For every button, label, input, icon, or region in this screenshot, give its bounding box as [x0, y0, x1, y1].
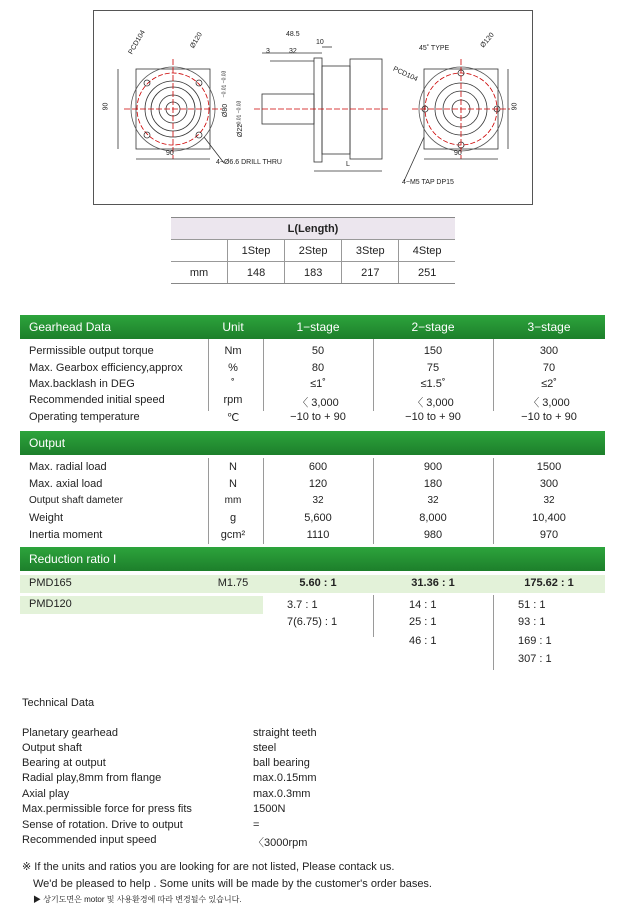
row-unit: ℃ [226, 412, 240, 424]
row-value-2: 〈 3,000 [412, 397, 454, 409]
right-front-view [404, 59, 510, 181]
side-view [254, 47, 390, 171]
row-value-2: 32 [427, 495, 439, 506]
unit-header: Unit [222, 320, 244, 334]
gearhead-row [20, 393, 605, 410]
length-value-3: 217 [342, 262, 399, 284]
pmd120-label: PMD120 [29, 598, 72, 610]
technical-title: Technical Data [22, 697, 95, 709]
ratio-1-b: 7(6.75) : 1 [287, 616, 338, 628]
right-pcd-label: PCD104 [391, 65, 419, 84]
length-value-1: 148 [228, 262, 285, 284]
length-table-title: L(Length) [171, 218, 455, 240]
tech-value: 〈3000rpm [253, 837, 308, 849]
row-value-2: 900 [423, 461, 443, 473]
output-header [20, 431, 605, 455]
note-line-1: ※ If the units and ratios you are looking for are not listed, Please contack us. [22, 861, 395, 873]
row-value-3: ≤2˚ [541, 378, 557, 390]
tech-value: straight teeth [253, 727, 317, 739]
stage1-header: 1−stage [296, 320, 340, 334]
tech-row [22, 757, 582, 772]
length-step-1: 1Step [228, 240, 285, 262]
ratio-1-a: 3.7 : 1 [287, 599, 318, 611]
length-value-4: 251 [399, 262, 455, 284]
tech-row [22, 834, 582, 849]
length-unit: mm [171, 262, 228, 284]
pmd165-code: M1.75 [217, 577, 249, 589]
side-dim-3: 3 [266, 48, 270, 55]
row-unit: % [228, 362, 238, 374]
side-shaft2: Ø22 [237, 123, 245, 138]
stage3-header: 3−stage [527, 320, 571, 334]
row-unit: gcm² [220, 529, 246, 541]
gearhead-header [20, 315, 605, 339]
row-value-1: −10 to + 90 [290, 411, 346, 423]
tech-value: steel [253, 742, 277, 754]
gearhead-title: Gearhead Data [29, 320, 112, 334]
output-row [20, 494, 605, 511]
tech-row [22, 727, 582, 742]
side-dim-10: 10 [316, 39, 324, 46]
tech-label: Sense of rotation. Drive to output [22, 819, 183, 831]
ratio-2-a: 14 : 1 [409, 599, 437, 611]
side-dim-48: 48.5 [286, 31, 300, 38]
pmd165-ratio-2: 31.36 : 1 [411, 577, 455, 589]
tech-row [22, 803, 582, 818]
divider [373, 595, 374, 637]
row-value-3: 300 [539, 345, 559, 357]
output-row [20, 477, 605, 494]
right-tap-label: 4−M5 TAP DP15 [402, 179, 454, 186]
output-row [20, 511, 605, 528]
row-value-3: 300 [539, 478, 559, 490]
row-value-3: 970 [539, 529, 559, 541]
gearhead-row [20, 410, 605, 427]
divider [493, 595, 494, 670]
tech-label: Planetary gearhead [22, 727, 119, 739]
right-type-label: 45˚ TYPE [419, 45, 450, 52]
dimension-drawing [93, 10, 533, 205]
right-dim-v: 90 [511, 102, 519, 111]
row-unit: mm [224, 495, 242, 506]
length-step-2: 2Step [285, 240, 342, 262]
side-dim-32: 32 [289, 48, 297, 55]
row-value-3: −10 to + 90 [521, 411, 577, 423]
row-value-2: ≤1.5˚ [420, 378, 446, 390]
reduction-header [20, 547, 605, 571]
row-value-3: 〈 3,000 [528, 397, 570, 409]
row-value-1: 1110 [306, 529, 330, 541]
pmd165-row [20, 575, 605, 593]
row-value-1: 50 [311, 345, 325, 357]
row-unit: g [229, 512, 237, 524]
row-label: Operating temperature [29, 411, 140, 423]
row-unit: ˚ [231, 378, 235, 390]
ratio-2-b: 25 : 1 [409, 616, 437, 628]
length-step-3: 3Step [342, 240, 399, 262]
right-dia-label: Ø120 [479, 31, 496, 50]
row-value-2: 75 [426, 362, 440, 374]
ratio-3-b: 93 : 1 [518, 616, 546, 628]
pmd165-ratio-3: 175.62 : 1 [524, 577, 574, 589]
row-label: Max. Gearbox efficiency,approx [29, 362, 183, 374]
side-shaft2-tol: −0.01 −0.03 [236, 100, 243, 128]
tech-label: Bearing at output [22, 757, 106, 769]
row-label: Inertia moment [29, 529, 103, 541]
row-value-3: 32 [543, 495, 555, 506]
tech-row [22, 742, 582, 757]
row-value-1: 80 [311, 362, 325, 374]
tech-label: Radial play,8mm from flange [22, 772, 162, 784]
left-pcd-label: PCD104 [127, 29, 147, 56]
note-line-3: ▶ 상기도면은 motor 및 사용환경에 따라 변경될수 있습니다. [33, 895, 242, 904]
output-title: Output [29, 436, 66, 450]
tech-row [22, 772, 582, 787]
pmd120-row [20, 596, 263, 614]
output-row [20, 528, 605, 545]
row-value-3: 1500 [536, 461, 562, 473]
left-drill-label: 4−Ø6.6 DRILL THRU [216, 159, 282, 166]
row-value-3: 10,400 [532, 512, 566, 524]
stage2-header: 2−stage [411, 320, 455, 334]
row-label: Recommended initial speed [29, 394, 165, 406]
row-value-1: 32 [312, 495, 324, 506]
tech-value: max.0.15mm [253, 772, 317, 784]
row-value-1: 120 [308, 478, 328, 490]
tech-value: ball bearing [253, 757, 310, 769]
row-value-2: 180 [423, 478, 443, 490]
tech-value: = [253, 819, 260, 831]
tech-row [22, 819, 582, 834]
row-label: Max.backlash in DEG [29, 378, 135, 390]
row-label: Weight [29, 512, 64, 524]
row-label: Max. radial load [29, 461, 107, 473]
tech-row [22, 788, 582, 803]
tech-value: 1500N [253, 803, 286, 815]
row-unit: N [229, 478, 237, 490]
row-unit: N [229, 461, 237, 473]
row-value-2: 150 [423, 345, 443, 357]
row-unit: Nm [224, 345, 242, 357]
length-table-blank [171, 240, 228, 262]
length-value-2: 183 [285, 262, 342, 284]
side-length: L [346, 161, 350, 168]
tech-label: Output shaft [22, 742, 82, 754]
reduction-title: Reduction ratio I [29, 552, 117, 566]
tech-label: Axial play [22, 788, 70, 800]
tech-label: Max.permissible force for press fits [22, 803, 192, 815]
ratio-3-d: 307 : 1 [518, 653, 552, 665]
spec-table [20, 315, 605, 675]
length-step-4: 4Step [399, 240, 455, 262]
tech-label: Recommended input speed [22, 834, 157, 846]
row-value-1: ≤1˚ [310, 378, 326, 390]
row-unit: rpm [223, 394, 243, 406]
left-dia-label: Ø120 [189, 31, 204, 50]
row-value-1: 5,600 [304, 512, 332, 524]
left-front-view [118, 59, 224, 163]
row-label: Output shaft dameter [29, 495, 123, 506]
row-value-3: 70 [542, 362, 556, 374]
right-dim-h: 90 [454, 150, 462, 157]
ratio-3-a: 51 : 1 [518, 599, 546, 611]
row-value-2: 8,000 [419, 512, 447, 524]
tech-value: max.0.3mm [253, 788, 311, 800]
note-line-2: We'd be pleased to help . Some units will be made by the customer's order bases. [33, 878, 432, 890]
row-label: Permissible output torque [29, 345, 154, 357]
row-value-1: 600 [308, 461, 328, 473]
output-row [20, 460, 605, 477]
gearhead-row [20, 361, 605, 378]
row-value-2: 980 [423, 529, 443, 541]
pmd165-ratio-1: 5.60 : 1 [299, 577, 337, 589]
pmd165-label: PMD165 [29, 577, 72, 589]
row-value-1: 〈 3,000 [297, 397, 339, 409]
gearhead-row [20, 344, 605, 361]
gearhead-row [20, 377, 605, 394]
ratio-2-c: 46 : 1 [409, 635, 437, 647]
side-shaft1: Ø80 [222, 103, 230, 118]
length-table [171, 217, 455, 284]
ratio-3-c: 169 : 1 [518, 635, 552, 647]
left-dim-h: 90 [166, 150, 174, 157]
row-value-2: −10 to + 90 [405, 411, 461, 423]
left-dim-v: 90 [102, 102, 110, 111]
side-shaft1-tol: −0.01 −0.03 [221, 70, 228, 98]
row-label: Max. axial load [29, 478, 103, 490]
